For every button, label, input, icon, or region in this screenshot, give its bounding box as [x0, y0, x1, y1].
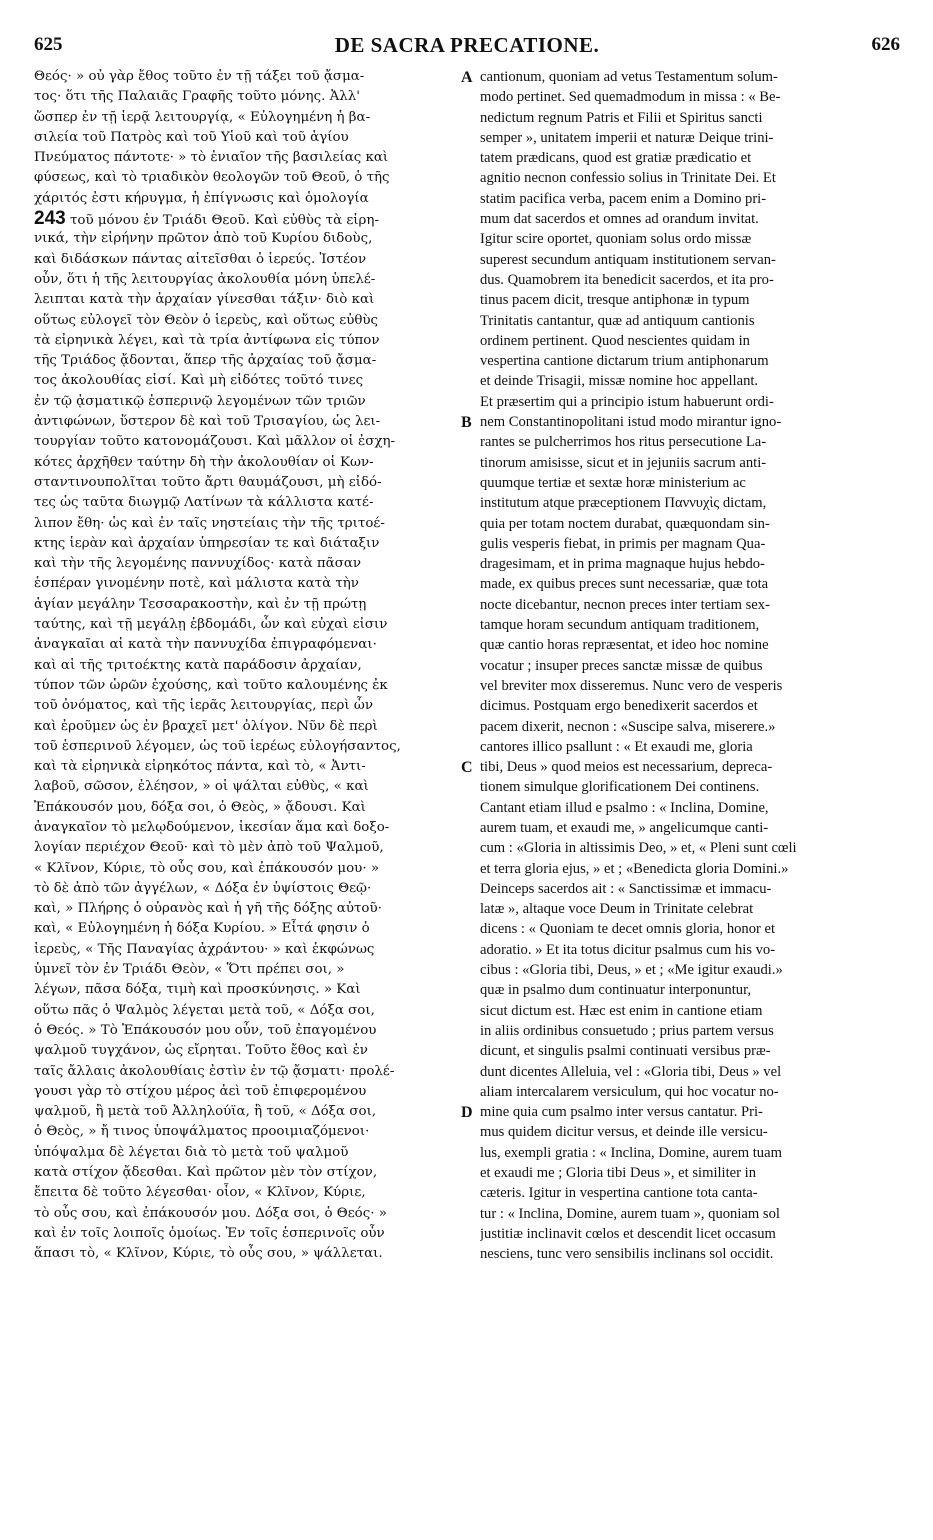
greek-line: καὶ αἱ τῆς τριτοέκτης κατὰ παράδοσιν ἀρχαίαν,: [34, 657, 362, 673]
greek-line: νικά, τὴν εἰρήνην πρῶτον ἀπὸ τοῦ Κυρίου διδοὺς,: [34, 231, 373, 247]
latin-line: cum : «Gloria in altissimis Deo, » et, « Pleni sunt cœli: [480, 840, 797, 857]
latin-line: mus quidem dicitur versus, et deinde ille versicu-: [480, 1124, 768, 1141]
greek-line: τουργίαν τοῦτο κατονομάζουσι. Καὶ μᾶλλον οἱ ἐσχη-: [34, 434, 395, 450]
column-number-marker: 243: [34, 209, 66, 230]
latin-line: Igitur scire oportet, quoniam solus ordo missæ: [480, 231, 752, 248]
latin-line: dicunt, et singulis psalmi continuati versibus præ-: [480, 1043, 771, 1060]
greek-line: τος· ὅτι τῆς Παλαιᾶς Γραφῆς τοῦτο μόνης. Ἀλλ': [34, 89, 360, 105]
greek-line: ἀναγκαῖον τὸ μελῳδούμενον, ἱκεσίαν ἅμα καὶ δοξο-: [34, 819, 390, 835]
greek-line: ἔπειτα δὲ τοῦτο λέγεσθαι· οἷον, « Κλῖνον, Κύριε,: [34, 1185, 366, 1201]
greek-line: Πνεύματος πάντοτε· » τὸ ἑνιαῖον τῆς βασιλείας καὶ: [34, 150, 389, 166]
greek-line: καὶ διδάσκων πάντας αἰτεῖσθαι ὁ ἱερεύς. Ἰστέον: [34, 251, 367, 267]
greek-line: καὶ ἐν τοῖς λοιποῖς ὁμοίως. Ἐν τοῖς ἑσπερινοῖς οὖν: [34, 1225, 385, 1241]
latin-line: vel breviter mox disseremus. Nunc vero de vesperis: [480, 677, 783, 694]
greek-line: ἁγίαν μεγάλην Τεσσαρακοστὴν, καὶ ἐν τῇ πρώτῃ: [34, 596, 367, 612]
latin-line: Cantant etiam illud e psalmo : « Inclina, Domine,: [480, 799, 769, 816]
latin-line: quia per totam noctem durabat, quæquondam sin-: [480, 515, 770, 532]
greek-line: τύπον τῶν ὡρῶν ἐχούσης, καὶ τοῦτο καλουμένης ἐκ: [34, 677, 388, 693]
greek-line: ἱερεὺς, « Τῆς Παναγίας ἀχράντου· » καὶ ἐκφώνως: [34, 941, 375, 957]
latin-line: mum dat sacerdos et omnes ad orandum invitat.: [480, 211, 759, 228]
greek-line: καὶ ἐροῦμεν ὡς ἐν βραχεῖ μετ' ὀλίγον. Νῦν δὲ περὶ: [34, 718, 378, 734]
greek-line: ἀναγκαῖαι αἱ κατὰ τὴν παννυχίδα ἐπιγραφόμεναι·: [34, 637, 377, 653]
margin-marker-c: C: [461, 759, 473, 776]
latin-line: aurem tuam, et exaudi me, » angelicumque canti-: [480, 819, 769, 836]
greek-line: οὖν, ὅτι ἡ τῆς λειτουργίας ἀκολουθία μόνη ὑπελέ-: [34, 271, 376, 287]
latin-line: dunt dicentes Alleluia, vel : «Gloria tibi, Deus » vel: [480, 1063, 782, 1080]
greek-line: ἑσπέραν γινομένην ποτὲ, καὶ μάλιστα κατὰ τὴν: [34, 576, 359, 592]
greek-line: καὶ, « Εὐλογημένη ἡ δόξα Κυρίου. » Εἶτά φησιν ὁ: [34, 921, 370, 937]
latin-line: dus. Quamobrem ita benedicit sacerdos, et ita pro-: [480, 271, 774, 288]
greek-line: καὶ, » Πλήρης ὁ οὐρανὸς καὶ ἡ γῆ τῆς δόξης αὐτοῦ·: [34, 901, 382, 917]
greek-line: λογίαν περιέχον Θεοῦ· καὶ τὸ μὲν ἀπὸ τοῦ Ψαλμοῦ,: [34, 840, 384, 856]
latin-line: ordinem pertinent. Quod nescientes quidam in: [480, 332, 750, 349]
latin-line: tibi, Deus » quod meios est necessarium, depreca-: [480, 759, 773, 776]
greek-line: κτης ἱερὰν καὶ ἀρχαίαν ὑπηρεσίαν τε καὶ διάταξιν: [34, 535, 380, 551]
latin-line: quæ in psalmo dum continuatur interponuntur,: [480, 982, 751, 999]
greek-line: τὸ δὲ ἀπὸ τῶν ἀγγέλων, « Δόξα ἐν ὑψίστοις Θεῷ·: [34, 880, 372, 896]
latin-line: sicut dictum est. Hæc est enim in cantione etiam: [480, 1002, 763, 1019]
greek-line: τὸ οὖς σου, καὶ ἐπάκουσόν μου. Δόξα σοι, ὁ Θεός· »: [34, 1205, 387, 1221]
greek-line: ὁ Θεός. » Τὸ Ἐπάκουσόν μου οὖν, τοῦ ἐπαγομένου: [34, 1022, 377, 1038]
latin-line: quæ cantio horas repræsentat, et ideo hoc nomine: [480, 637, 769, 654]
latin-line: nesciens, tunc vero sensibilis inclinans sol occidit.: [480, 1246, 774, 1263]
greek-line-text: τοῦ μόνου ἐν Τριάδι Θεοῦ. Καὶ εὐθὺς τὰ εἰρη-: [69, 213, 379, 229]
latin-line: modo pertinet. Sed quemadmodum in missa : « Be-: [480, 89, 781, 106]
latin-line: tur : « Inclina, Domine, aurem tuam », quoniam sol: [480, 1205, 780, 1222]
greek-line: ὁ Θεὸς, » ἤ τινος ὑποψάλματος προοιμιαζόμενοι·: [34, 1124, 370, 1140]
greek-line: Ἐπάκουσόν μου, δόξα σοι, ὁ Θεὸς, » ᾄδουσι. Καὶ: [34, 799, 366, 815]
margin-marker-b: B: [461, 414, 472, 431]
latin-line: et terra gloria ejus, » et ; «Benedicta gloria Domini.»: [480, 860, 789, 877]
latin-line: statim pacifica verba, pacem enim a Domino pri-: [480, 190, 767, 207]
greek-line: ψαλμοῦ, ἢ μετὰ τοῦ Ἀλληλούϊα, ἢ τοῦ, « Δόξα σοι,: [34, 1104, 377, 1120]
latin-line: pacem dixerit, necnon : «Suscipe salva, miserere.»: [480, 718, 776, 735]
greek-line: σιλεία τοῦ Πατρὸς καὶ τοῦ Υἱοῦ καὶ τοῦ ἁγίου: [34, 129, 349, 145]
greek-line: ὑμνεῖ τὸν ἐν Τριάδι Θεὸν, « Ὅτι πρέπει σοι, »: [34, 962, 345, 978]
greek-line: καὶ τὴν τῆς λεγομένης παννυχίδος· κατὰ πᾶσαν: [34, 556, 362, 572]
latin-line: mine quia cum psalmo inter versus cantatur. Pri-: [480, 1104, 763, 1121]
latin-line: et exaudi me ; Gloria tibi Deus », et similiter in: [480, 1165, 757, 1182]
latin-line: dragesimam, et in prima magnaque hujus hebdo-: [480, 556, 765, 573]
margin-marker-d: D: [461, 1104, 473, 1121]
greek-line: τος ἀκολουθίας εἰσί. Καὶ μὴ εἰδότες τοῦτό τινες: [34, 373, 364, 389]
latin-line: vespertina cantione dictarum trium antiphonarum: [480, 353, 769, 370]
latin-line: superest secundum antiquam institutionem servan-: [480, 251, 776, 268]
greek-line: τοῦ ὀνόματος, καὶ τῆς ἱερᾶς λειτουργίας, περὶ ὧν: [34, 698, 373, 714]
greek-text-column: [34, 67, 458, 1265]
latin-line: semper », unitatem imperii et naturæ Deique trini-: [480, 129, 774, 146]
greek-line: καὶ τὰ εἰρηνικὰ εἰρηκότος πάντα, καὶ τὸ, « Ἀντι-: [34, 759, 366, 775]
latin-line: cantionum, quoniam ad vetus Testamentum solum-: [480, 69, 778, 85]
latin-line: Trinitatis cantantur, quæ ad antiquum cantionis: [480, 312, 755, 329]
greek-line: ὑπόψαλμα δὲ λέγεται διὰ τὸ μετὰ τοῦ ψαλμοῦ: [34, 1144, 349, 1160]
running-header: [34, 30, 900, 60]
latin-line: Deinceps sacerdos ait : « Sanctissimæ et immacu-: [480, 880, 772, 897]
latin-line: gulis vesperis fiebat, in primis per magnam Qua-: [480, 535, 766, 552]
latin-line: cantores illico psallunt : « Et exaudi me, gloria: [480, 738, 753, 755]
greek-line: χάριτός ἐστι κήρυγμα, ἡ ἐπίγνωσις καὶ ὁμολογία: [34, 190, 369, 206]
latin-line: vocatur ; insuper preces sanctæ missæ de quibus: [480, 657, 763, 674]
latin-line: nocte dicebantur, necnon preces inter tertiam sex-: [480, 596, 770, 613]
greek-line: οὕτω πᾶς ὁ Ψαλμὸς λέγεται μετὰ τοῦ, « Δόξα σοι,: [34, 1002, 375, 1018]
greek-line: λέγων, πᾶσα δόξα, τιμὴ καὶ προσκύνησις. » Καὶ: [34, 982, 361, 998]
greek-line: ταῖς ἄλλαις ἀκολουθίαις ἐστὶν ἐν τῷ ᾄσματι· προλέ-: [34, 1063, 395, 1079]
greek-line: Θεός· » οὐ γὰρ ἔθος τοῦτο ἐν τῇ τάξει τοῦ ᾄσμα-: [34, 69, 365, 84]
greek-line: σταντινουπολῖται τοῦτο ἄρτι θαυμάζουσι, μὴ εἰδό-: [34, 474, 382, 490]
latin-line: nem Constantinopolitani istud modo mirantur igno-: [480, 414, 782, 431]
latin-line: cæteris. Igitur in vespertina cantione tota canta-: [480, 1185, 758, 1202]
latin-line: lus, exempli gratia : « Inclina, Domine, aurem tuam: [480, 1144, 782, 1161]
latin-line: in aliis ordinibus consuetudo ; prius partem versus: [480, 1022, 774, 1039]
greek-line: ψαλμοῦ τυγχάνον, ὡς εἴρηται. Τοῦτο ἔθος καὶ ἐν: [34, 1043, 368, 1059]
greek-line: κατὰ στίχον ᾄδεσθαι. Καὶ πρῶτον μὲν τὸν στίχον,: [34, 1165, 378, 1181]
running-title: DE SACRA PRECATIONE.: [334, 33, 600, 57]
greek-line: τὰ εἰρηνικὰ λέγει, καὶ τὰ τρία ἀντίφωνα εἰς τύπον: [34, 332, 380, 348]
latin-line: tionem simulque glorificationem Dei continens.: [480, 779, 760, 796]
greek-line: φύσεως, καὶ τὸ τριαδικὸν θεολογῶν τοῦ Θεοῦ, ὁ τῆς: [34, 170, 390, 186]
latin-line: adoratio. » Et ita totus dicitur psalmus cum his vo-: [480, 941, 776, 958]
margin-marker-a: A: [461, 69, 473, 86]
greek-line: « Κλῖνον, Κύριε, τὸ οὖς σου, καὶ ἐπάκουσόν μου· »: [34, 860, 380, 876]
page-number-left: 625: [34, 34, 63, 55]
greek-line: τες ὡς ταῦτα διωγμῷ Λατίνων τὰ κάλλιστα κατέ-: [34, 495, 374, 511]
greek-line: ταύτης, καὶ τῇ μεγάλῃ ἑβδομάδι, ὧν καὶ εὐχαὶ εἰσιν: [34, 617, 388, 633]
latin-line: rantes se pulcherrimos hos ritus persecutione La-: [480, 434, 767, 451]
latin-line: et deinde Trisagii, missæ nomine hoc appellant.: [480, 373, 759, 390]
greek-line: λαβοῦ, σῶσον, ἐλέησον, » οἱ ψάλται εὐθὺς, « καὶ: [34, 779, 369, 795]
latin-line: tatem prædicans, quod est gratiæ prædicatio et: [480, 150, 752, 167]
greek-line: ἀντιφώνων, ὕστερον δὲ καὶ τοῦ Τρισαγίου, ὡς λει-: [34, 414, 381, 430]
latin-line: institutum atque præceptionem Παννυχὶς dictam,: [480, 495, 767, 512]
greek-line: λιπον ἔθη· ὡς καὶ ἐν ταῖς νηστείαις τὴν τῆς τριτοέ-: [34, 515, 385, 531]
latin-line: justitiæ inclinavit cœlos et descendit licet occasum: [480, 1225, 776, 1242]
latin-line: made, ex quibus preces sunt necessariæ, quæ tota: [480, 576, 769, 593]
latin-line: cibus : «Gloria tibi, Deus, » et ; «Me igitur exaudi.»: [480, 962, 783, 979]
latin-line: dicimus. Postquam ergo benedixerit sacerdos et: [480, 698, 758, 715]
greek-line: γουσι γὰρ τὸ στίχου μέρος ἀεὶ τοῦ ἐπιφερομένου: [34, 1083, 367, 1099]
greek-line: ἅπασι τὸ, « Κλῖνον, Κύριε, τὸ οὖς σου, » ψάλλεται.: [34, 1246, 383, 1262]
latin-line: quumque tertiæ et sextæ horæ ministerium ac: [480, 474, 746, 491]
greek-line: τῆς Τριάδος ᾄδονται, ἅπερ τῆς ἀρχαίας τοῦ ᾄσμα-: [34, 353, 377, 369]
latin-line: tinus pacem dicit, tresque antiphonæ in typum: [480, 292, 750, 309]
greek-line: οὕτως εὐλογεῖ τὸν Θεὸν ὁ ἱερεὺς, καὶ οὕτως εὐθὺς: [34, 312, 379, 328]
latin-line: dicens : « Quoniam te decet omnis gloria, honor et: [480, 921, 776, 938]
greek-line: λειπται κατὰ τὴν ἀρχαίαν γίνεσθαι τάξιν· διὸ καὶ: [34, 292, 375, 308]
latin-line: latæ », altaque voce Deum in Trinitate celebrat: [480, 901, 754, 918]
greek-line: κότες ἀρχῆθεν ταύτην δὴ τὴν ἀκολουθίαν οἱ Κων-: [34, 454, 374, 470]
greek-line: τοῦ ἑσπερινοῦ λέγομεν, ὡς τοῦ ἱερέως εὐλογήσαντος,: [34, 738, 401, 754]
greek-line: [34, 209, 458, 229]
latin-line: tamque horam secundum antiquam traditionem,: [480, 617, 760, 634]
latin-text-column: [480, 67, 896, 1265]
page-number-right: 626: [871, 34, 900, 55]
latin-line: nedictum regnum Patris et Filii et Spiritus sancti: [480, 109, 763, 126]
greek-line: ἐν τῷ ᾀσματικῷ ἑσπερινῷ λεγομένων τῶν τριῶν: [34, 393, 366, 409]
latin-line: Et præsertim qui a principio istum habuerunt ordi-: [480, 393, 774, 410]
greek-line: ὥσπερ ἐν τῇ ἱερᾷ λειτουργίᾳ, « Εὐλογημένη ἡ βα-: [34, 109, 371, 125]
latin-line: aliam intercalarem versiculum, qui hoc vocatur no-: [480, 1083, 779, 1100]
latin-line: tinorum amisisse, sicut et in jejuniis sacrum anti-: [480, 454, 767, 471]
latin-line: agnitio necnon confessio solius in Trinitate Dei. Et: [480, 170, 776, 187]
